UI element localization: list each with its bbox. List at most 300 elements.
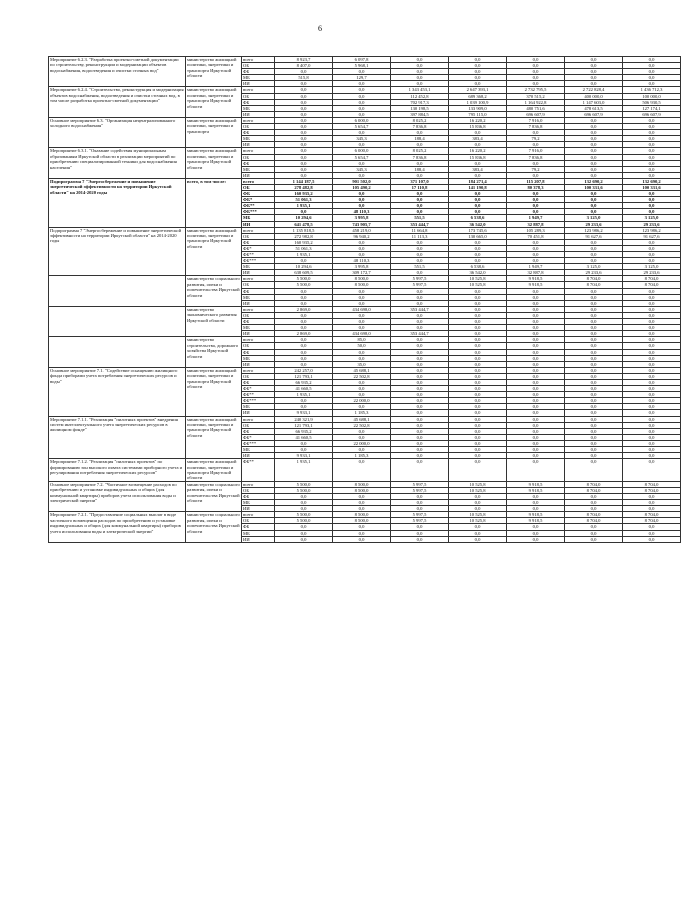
amount-cell: 0,0 <box>623 416 681 422</box>
funding-source: ФБ <box>242 130 275 136</box>
amount-cell: 0,0 <box>507 160 565 166</box>
amount-cell: 0,0 <box>623 459 681 482</box>
amount-cell: 2 647 393,1 <box>449 87 507 93</box>
executor: министерство социального развития, опеки и попечительства Иркутской области <box>186 276 242 306</box>
amount-cell: 8 704,0 <box>623 487 681 493</box>
amount-cell: 0,0 <box>449 239 507 245</box>
amount-cell: 8 923,7 <box>275 57 333 63</box>
amount-cell: 0,0 <box>507 392 565 398</box>
amount-cell: 184 271,4 <box>449 178 507 184</box>
amount-cell: 0,0 <box>333 105 391 111</box>
amount-cell: 1 185,3 <box>333 453 391 459</box>
amount-cell: 91 627,6 <box>565 233 623 239</box>
amount-cell: 0,0 <box>449 355 507 361</box>
amount-cell: 79,2 <box>507 136 565 142</box>
amount-cell: 41 660,5 <box>275 386 333 392</box>
funding-source: ИИ <box>242 300 275 306</box>
amount-cell: 0,0 <box>623 530 681 536</box>
amount-cell: 0,0 <box>565 361 623 367</box>
amount-cell: 480 751,6 <box>507 105 565 111</box>
amount-cell: 0,0 <box>275 294 333 300</box>
amount-cell: 0,0 <box>333 130 391 136</box>
amount-cell: 0,0 <box>623 355 681 361</box>
amount-cell: 8 704,0 <box>565 282 623 288</box>
amount-cell: 0,0 <box>391 392 449 398</box>
amount-cell: 383,4 <box>449 136 507 142</box>
amount-cell: 0,0 <box>333 349 391 355</box>
amount-cell: 0,0 <box>507 398 565 404</box>
amount-cell: 0,0 <box>507 337 565 343</box>
amount-cell: 2 722 828,4 <box>565 87 623 93</box>
amount-cell: 0,0 <box>391 536 449 542</box>
funding-source: ФБ** <box>242 392 275 398</box>
amount-cell: 0,0 <box>449 69 507 75</box>
amount-cell: 5 968,1 <box>333 63 391 69</box>
amount-cell: 5 997,5 <box>391 487 449 493</box>
amount-cell: 0,0 <box>449 172 507 178</box>
amount-cell: 1 039 100,9 <box>449 99 507 105</box>
amount-cell: 0,0 <box>275 154 333 160</box>
amount-cell: 8 500,0 <box>333 487 391 493</box>
amount-cell: 5 997,5 <box>391 512 449 518</box>
amount-cell: 0,0 <box>391 453 449 459</box>
amount-cell: 105 490,2 <box>333 184 391 190</box>
amount-cell: 0,0 <box>565 136 623 142</box>
amount-cell: 0,0 <box>565 404 623 410</box>
amount-cell: 0,0 <box>391 355 449 361</box>
amount-cell: 0,0 <box>507 203 565 209</box>
funding-source: ИИ <box>242 270 275 276</box>
amount-cell: 0,0 <box>275 349 333 355</box>
funding-source: ИИ <box>242 142 275 148</box>
amount-cell: 0,0 <box>507 69 565 75</box>
executor: министерство жилищной политики, энергетики и транспорта Иркутской области <box>186 459 242 482</box>
amount-cell: 0,0 <box>623 57 681 63</box>
funding-source: ИИ <box>242 536 275 542</box>
amount-cell: 1 343 453,1 <box>391 87 449 93</box>
executor: министерство жилищной политики, энергетики и транспорта Иркутской области <box>186 57 242 87</box>
amount-cell: 121 793,1 <box>275 422 333 428</box>
amount-cell: 123 986,2 <box>623 227 681 233</box>
amount-cell: 0,0 <box>449 75 507 81</box>
amount-cell: 0,0 <box>333 294 391 300</box>
amount-cell: 0,0 <box>565 306 623 312</box>
amount-cell: 0,0 <box>507 349 565 355</box>
measure-name: Мероприятие 6.2.4. "Строительство, реконструкция и модернизация объектов водоснабжения, водоотведения и очистки сточных вод, в том числе разработка проектно-сметной документации" <box>49 87 186 117</box>
amount-cell: 0,0 <box>507 459 565 482</box>
funding-source: всего <box>242 57 275 63</box>
amount-cell: 0,0 <box>623 130 681 136</box>
funding-source: ИИ <box>242 331 275 337</box>
funding-source: ОБ <box>242 312 275 318</box>
amount-cell: 0,0 <box>565 379 623 385</box>
amount-cell: 0,0 <box>275 288 333 294</box>
amount-cell: 0,0 <box>623 392 681 398</box>
amount-cell: 0,0 <box>275 93 333 99</box>
amount-cell: 0,0 <box>391 239 449 245</box>
amount-cell: 0,0 <box>507 422 565 428</box>
funding-source: всего <box>242 416 275 422</box>
amount-cell: 0,0 <box>449 203 507 209</box>
amount-cell: 0,0 <box>565 81 623 87</box>
amount-cell: 10 525,8 <box>449 512 507 518</box>
amount-cell: 1 949,7 <box>507 215 565 221</box>
amount-cell: 0,0 <box>623 428 681 434</box>
amount-cell: 41 660,5 <box>275 434 333 440</box>
amount-cell: 278 482,8 <box>275 184 333 190</box>
amount-cell: 0,0 <box>391 75 449 81</box>
amount-cell: 0,0 <box>275 524 333 530</box>
amount-cell: 3 995,8 <box>333 215 391 221</box>
amount-cell: 0,0 <box>623 434 681 440</box>
funding-source: ФБ* <box>242 434 275 440</box>
funding-source: МБ <box>242 530 275 536</box>
amount-cell: 132 690,2 <box>565 178 623 184</box>
funding-source: ФБ*** <box>242 440 275 446</box>
amount-cell: 0,0 <box>623 440 681 446</box>
amount-cell: 0,0 <box>391 288 449 294</box>
executor: министерство жилищной политики, энергетики и транспорта Иркутской области <box>186 416 242 459</box>
measure-name: Мероприятие 7.1.2. "Реализация "пилотных проектов" по формированию зон высокого охвата системами приборного учета и регулирования потребления энергетических ресурсов" <box>49 459 186 482</box>
amount-cell: 0,0 <box>623 172 681 178</box>
amount-cell: 16 220,2 <box>449 117 507 123</box>
funding-source: МБ <box>242 215 275 221</box>
amount-cell: 0,0 <box>275 209 333 215</box>
funding-source: ФБ <box>242 239 275 245</box>
amount-cell: 0,0 <box>507 258 565 264</box>
amount-cell: 2 732 795,5 <box>507 87 565 93</box>
amount-cell: 0,0 <box>623 154 681 160</box>
amount-cell: 0,0 <box>507 75 565 81</box>
amount-cell: 10 525,8 <box>449 487 507 493</box>
amount-cell: 0,0 <box>391 63 449 69</box>
amount-cell: 0,0 <box>449 367 507 373</box>
amount-cell: 0,0 <box>565 349 623 355</box>
amount-cell: 0,0 <box>507 343 565 349</box>
amount-cell: 0,0 <box>391 81 449 87</box>
amount-cell: 0,0 <box>449 434 507 440</box>
amount-cell: 0,0 <box>565 410 623 416</box>
amount-cell: 0,0 <box>565 319 623 325</box>
amount-cell: 0,0 <box>449 506 507 512</box>
amount-cell: 0,0 <box>333 386 391 392</box>
amount-cell: 141 190,8 <box>449 184 507 190</box>
amount-cell: 0,0 <box>391 440 449 446</box>
executor: министерство жилищной политики, энергетики и транспорта <box>186 117 242 147</box>
amount-cell: 0,0 <box>275 87 333 93</box>
amount-cell: 8 407,0 <box>275 63 333 69</box>
amount-cell: 66 935,2 <box>275 428 333 434</box>
amount-cell: 0,0 <box>449 422 507 428</box>
amount-cell: 0,0 <box>391 142 449 148</box>
amount-cell: 0,0 <box>333 69 391 75</box>
amount-cell: 0,0 <box>507 453 565 459</box>
amount-cell: 434 698,0 <box>333 306 391 312</box>
amount-cell: 32 887,8 <box>507 270 565 276</box>
amount-cell: 0,0 <box>623 447 681 453</box>
measure-name: Основное мероприятие 7.1. "Содействие оснащению жилищного фонда приборами учета потребления энергетических ресурсов и воды" <box>49 367 186 416</box>
funding-source: ОБ <box>242 154 275 160</box>
amount-cell: 0,0 <box>391 203 449 209</box>
amount-cell: 0,0 <box>391 428 449 434</box>
amount-cell: 9 918,5 <box>507 518 565 524</box>
amount-cell: 0,0 <box>333 459 391 482</box>
amount-cell: 0,0 <box>449 160 507 166</box>
amount-cell: 8 704,0 <box>565 487 623 493</box>
budget-table-body <box>49 57 681 543</box>
amount-cell: 0,0 <box>507 494 565 500</box>
amount-cell: 0,0 <box>507 63 565 69</box>
amount-cell: 0,0 <box>565 197 623 203</box>
amount-cell: 0,0 <box>565 63 623 69</box>
funding-source: ФБ <box>242 349 275 355</box>
amount-cell: 0,0 <box>565 331 623 337</box>
amount-cell: 0,0 <box>333 506 391 512</box>
amount-cell: 0,0 <box>275 99 333 105</box>
funding-source: МБ <box>242 105 275 111</box>
funding-source: ИИ <box>242 506 275 512</box>
amount-cell: 0,0 <box>391 209 449 215</box>
amount-cell: 478 613,5 <box>565 105 623 111</box>
amount-cell: 8 704,0 <box>565 512 623 518</box>
amount-cell: 0,0 <box>391 500 449 506</box>
funding-source: ИИ <box>242 111 275 117</box>
amount-cell: 0,0 <box>565 191 623 197</box>
amount-cell: 8 704,0 <box>565 276 623 282</box>
amount-cell: 8 500,0 <box>333 282 391 288</box>
amount-cell: 0,0 <box>507 57 565 63</box>
amount-cell: 0,0 <box>275 325 333 331</box>
amount-cell: 0,0 <box>391 337 449 343</box>
amount-cell: 0,0 <box>565 142 623 148</box>
amount-cell: 641 478,5 <box>275 221 333 227</box>
amount-cell: 5 500,0 <box>275 282 333 288</box>
amount-cell: 133 909,0 <box>449 105 507 111</box>
amount-cell: 0,0 <box>275 319 333 325</box>
amount-cell: 0,0 <box>565 154 623 160</box>
amount-cell: 0,0 <box>449 258 507 264</box>
amount-cell: 1 935,1 <box>275 392 333 398</box>
amount-cell: 0,0 <box>449 398 507 404</box>
amount-cell: 7 836,8 <box>507 154 565 160</box>
funding-source: ФБ*** <box>242 258 275 264</box>
amount-cell: 0,0 <box>449 288 507 294</box>
amount-cell: 96 940,2 <box>333 233 391 239</box>
amount-cell: 0,0 <box>507 252 565 258</box>
funding-source: МБ <box>242 136 275 142</box>
amount-cell: 0,0 <box>391 459 449 482</box>
funding-source: ФБ <box>242 288 275 294</box>
amount-cell: 0,0 <box>275 361 333 367</box>
amount-cell: 0,0 <box>391 300 449 306</box>
amount-cell: 5 500,0 <box>275 512 333 518</box>
amount-cell: 22 502,8 <box>333 373 391 379</box>
amount-cell: 0,0 <box>449 319 507 325</box>
amount-cell: 0,0 <box>623 312 681 318</box>
funding-source: ОБ <box>242 233 275 239</box>
amount-cell: 0,0 <box>507 361 565 367</box>
amount-cell: 0,0 <box>333 81 391 87</box>
amount-cell: 0,0 <box>391 416 449 422</box>
amount-cell: 0,0 <box>333 160 391 166</box>
amount-cell: 0,0 <box>565 172 623 178</box>
amount-cell: 0,0 <box>391 361 449 367</box>
amount-cell: 0,0 <box>391 319 449 325</box>
funding-source: МБ <box>242 75 275 81</box>
funding-source: ОБ <box>242 487 275 493</box>
amount-cell: 130 198,5 <box>391 105 449 111</box>
amount-cell: 0,0 <box>623 306 681 312</box>
amount-cell: 0,0 <box>333 434 391 440</box>
funding-source: ОБ <box>242 184 275 190</box>
funding-source: ФБ* <box>242 197 275 203</box>
amount-cell: 0,0 <box>507 312 565 318</box>
amount-cell: 0,0 <box>507 130 565 136</box>
amount-cell: 0,0 <box>391 422 449 428</box>
amount-cell: 0,0 <box>449 404 507 410</box>
amount-cell: 6 097,8 <box>333 57 391 63</box>
amount-cell: 0,0 <box>565 422 623 428</box>
amount-cell: 0,0 <box>333 428 391 434</box>
amount-cell: 6 000,0 <box>333 117 391 123</box>
funding-source: МБ <box>242 447 275 453</box>
amount-cell: 0,0 <box>391 172 449 178</box>
amount-cell: 0,0 <box>565 355 623 361</box>
amount-cell: 0,0 <box>623 524 681 530</box>
amount-cell: 0,0 <box>391 343 449 349</box>
amount-cell: 0,0 <box>333 524 391 530</box>
amount-cell: 0,0 <box>449 410 507 416</box>
amount-cell: 0,0 <box>565 392 623 398</box>
amount-cell: 3 995,8 <box>333 264 391 270</box>
amount-cell: 80 378,3 <box>507 184 565 190</box>
amount-cell: 0,0 <box>275 500 333 506</box>
amount-cell: 0,0 <box>565 258 623 264</box>
amount-cell: 9 918,5 <box>507 276 565 282</box>
amount-cell: 0,0 <box>391 447 449 453</box>
amount-cell: 0,0 <box>565 124 623 130</box>
amount-cell: 10 525,8 <box>449 481 507 487</box>
amount-cell: 9 933,1 <box>275 453 333 459</box>
amount-cell: 5 654,7 <box>333 124 391 130</box>
amount-cell: 188,4 <box>391 166 449 172</box>
amount-cell: 22 000,0 <box>333 440 391 446</box>
amount-cell: 0,0 <box>565 209 623 215</box>
funding-source: ИИ <box>242 410 275 416</box>
amount-cell: 689 368,2 <box>449 93 507 99</box>
amount-cell: 0,0 <box>507 81 565 87</box>
amount-cell: 0,0 <box>507 530 565 536</box>
measure-name: Подпрограмма 7 "Энергосбережение и повышение энергетической эффективности на территории Иркутской области" на 2014-2020 годы <box>49 178 186 227</box>
amount-cell: 0,0 <box>507 373 565 379</box>
amount-cell: 0,0 <box>623 536 681 542</box>
amount-cell: 0,0 <box>507 319 565 325</box>
amount-cell: 188,4 <box>391 136 449 142</box>
amount-cell: 0,0 <box>623 404 681 410</box>
amount-cell: 100 331,6 <box>623 184 681 190</box>
amount-cell: 8 704,0 <box>623 481 681 487</box>
amount-cell: 0,0 <box>507 355 565 361</box>
amount-cell: 0,0 <box>507 500 565 506</box>
amount-cell: 0,0 <box>391 349 449 355</box>
amount-cell: 0,0 <box>449 386 507 392</box>
amount-cell: 0,0 <box>507 440 565 446</box>
amount-cell: 1 935,1 <box>275 459 333 482</box>
amount-cell: 0,0 <box>333 392 391 398</box>
measure-name: Мероприятие 7.1.1. "Реализация "пилотных проектов" внедрения систем интеллектуального учета энергетических ресурсов в жилищном фонде" <box>49 416 186 459</box>
table-row <box>49 227 681 233</box>
amount-cell: 36 542,0 <box>449 270 507 276</box>
amount-cell: 0,0 <box>623 209 681 215</box>
amount-cell: 6 538,6 <box>449 264 507 270</box>
amount-cell: 0,0 <box>507 524 565 530</box>
amount-cell: 10 525,8 <box>449 276 507 282</box>
amount-cell: 0,0 <box>565 506 623 512</box>
executor: министерство жилищной политики, энергетики и транспорта Иркутской области <box>186 227 242 276</box>
executor: министерство строительства, дорожного хозяйства Иркутской области <box>186 337 242 367</box>
amount-cell: 16 220,2 <box>449 148 507 154</box>
amount-cell: 0,0 <box>333 300 391 306</box>
amount-cell: 0,0 <box>275 300 333 306</box>
amount-cell: 0,0 <box>391 245 449 251</box>
amount-cell: 0,0 <box>449 453 507 459</box>
amount-cell: 0,0 <box>623 191 681 197</box>
amount-cell: 0,0 <box>449 428 507 434</box>
funding-source: ИИ <box>242 81 275 87</box>
amount-cell: 0,0 <box>275 160 333 166</box>
amount-cell: 0,0 <box>391 524 449 530</box>
funding-source: всего <box>242 117 275 123</box>
funding-source: ОБ <box>242 343 275 349</box>
amount-cell: 0,0 <box>391 197 449 203</box>
amount-cell: 0,0 <box>507 239 565 245</box>
amount-cell: 0,0 <box>333 325 391 331</box>
amount-cell: 240 321,9 <box>275 416 333 422</box>
amount-cell: 0,0 <box>565 536 623 542</box>
amount-cell: 0,0 <box>333 404 391 410</box>
amount-cell: 0,0 <box>623 81 681 87</box>
amount-cell: 1 164 922,8 <box>507 99 565 105</box>
amount-cell: 5 654,7 <box>333 154 391 160</box>
amount-cell: 0,0 <box>623 410 681 416</box>
amount-cell: 0,0 <box>565 524 623 530</box>
amount-cell: 353 444,7 <box>391 306 449 312</box>
amount-cell: 8 704,0 <box>623 518 681 524</box>
amount-cell: 123 986,2 <box>565 227 623 233</box>
amount-cell: 0,0 <box>623 386 681 392</box>
amount-cell: 130 665,0 <box>449 233 507 239</box>
amount-cell: 0,0 <box>333 379 391 385</box>
amount-cell: 0,0 <box>623 500 681 506</box>
amount-cell: 79,2 <box>507 166 565 172</box>
amount-cell: 160 935,2 <box>275 191 333 197</box>
amount-cell: 0,0 <box>391 312 449 318</box>
amount-cell: 0,0 <box>565 434 623 440</box>
amount-cell: 0,0 <box>507 410 565 416</box>
amount-cell: 0,0 <box>565 325 623 331</box>
amount-cell: 434 698,0 <box>333 331 391 337</box>
amount-cell: 173 745,6 <box>449 227 507 233</box>
amount-cell: 8 025,2 <box>391 117 449 123</box>
amount-cell: 10 294,6 <box>275 215 333 221</box>
funding-source: ФБ <box>242 524 275 530</box>
amount-cell: 0,0 <box>391 410 449 416</box>
funding-source: МБ <box>242 404 275 410</box>
amount-cell: 0,0 <box>565 343 623 349</box>
amount-cell: 0,0 <box>507 506 565 512</box>
amount-cell: 17 110,8 <box>391 184 449 190</box>
measure-name: Основное мероприятие 6.3. "Организация нецентрализованного холодного водоснабжения" <box>49 117 186 147</box>
